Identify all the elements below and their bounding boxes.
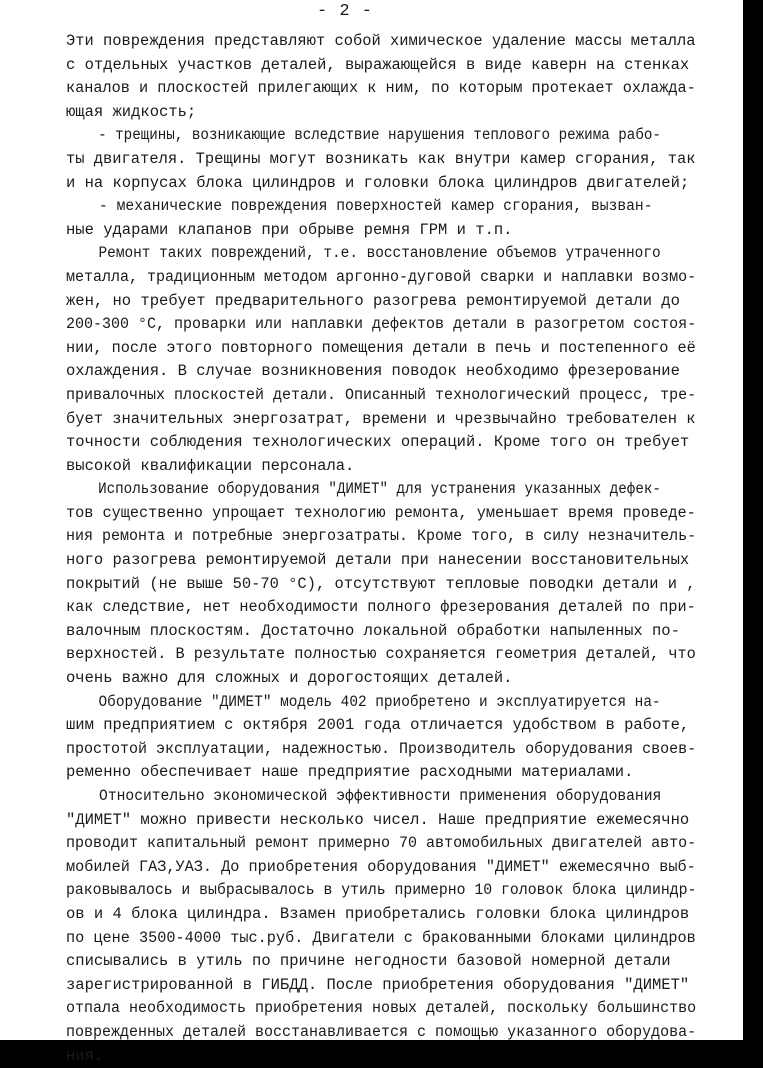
text-line: "ДИМЕТ" можно привести несколько чисел. Наше предприятие ежемесячно	[66, 810, 690, 829]
text-line: ющая жидкость;	[66, 102, 197, 121]
text-line: как следствие, нет необходимости полного фрезерования деталей по при-	[66, 598, 696, 617]
text-line: ные ударами клапанов при обрыве ремня ГРМ и т.п.	[66, 220, 513, 239]
text-line: охлаждения. В случае возникновения поводок необходимо фрезерование	[66, 362, 680, 381]
text-line: ты двигателя. Трещины могут возникать как внутри камер сгорания, так	[66, 149, 696, 168]
text-line: бует значительных энергозатрат, времени и чрезвычайно требователен к	[66, 409, 696, 428]
text-line: точности соблюдения технологических операций. Кроме того он требует	[66, 433, 690, 452]
text-line: металла, традиционным методом аргонно-дуговой сварки и наплавки возмо-	[66, 267, 697, 286]
text-line: - механические повреждения поверхностей камер сгорания, вызван-	[99, 197, 653, 216]
text-line: простотой эксплуатации, надежностью. Производитель оборудования своев-	[66, 739, 697, 758]
text-line: покрытий (не выше 50-70 °С), отсутствуют тепловые поводки детали и ,	[66, 574, 696, 593]
text-line: ного разогрева ремонтируемой детали при нанесении восстановительных	[66, 551, 690, 570]
text-line: Относительно экономической эффективности применения оборудования	[99, 787, 662, 805]
text-line: ременно обеспечивает наше предприятие расходными материалами.	[66, 763, 634, 782]
text-line: 200-300 °С, проварки или наплавки дефектов детали в разогретом состоя-	[66, 315, 697, 334]
page-number: - 2 -	[316, 2, 373, 21]
text-line: списывались в утиль по причине негодности базовой номерной детали	[66, 952, 671, 971]
text-line: раковывалось и выбрасывалось в утиль примерно 10 головок блока цилиндр-	[66, 881, 697, 900]
text-line: тов существенно упрощает технологию ремонта, уменьшает время проведе-	[66, 503, 696, 522]
text-line: ов и 4 блока цилиндра. Взамен приобретались головки блока цилиндров	[66, 904, 690, 923]
text-line: мобилей ГАЗ,УАЗ. До приобретения оборудования "ДИМЕТ" ежемесячно выб-	[66, 857, 696, 876]
text-line: ния ремонта и потребные энергозатраты. Кроме того, в силу незначитель-	[66, 527, 697, 546]
text-line: Ремонт таких повреждений, т.е. восстановление объемов утраченного	[98, 244, 661, 263]
text-line: проводит капитальный ремонт примерно 70 автомобильных двигателей авто-	[66, 834, 697, 853]
text-line: и на корпусах блока цилиндров и головки блока цилиндров двигателей;	[66, 173, 690, 192]
text-line: Эти повреждения представляют собой химическое удаление массы металла	[66, 32, 696, 50]
text-line: каналов и плоскостей прилегающих к ним, по которым протекает охлажда-	[66, 79, 696, 98]
text-line: Использование оборудования "ДИМЕТ" для устранения указанных дефек-	[98, 480, 661, 499]
text-line: валочным плоскостям. Достаточно локальной обработки напыленных по-	[66, 621, 680, 640]
text-line: - трещины, возникающие вследствие нарушения теплового режима рабо-	[98, 126, 661, 145]
text-line: по цене 3500-4000 тыс.руб. Двигатели с бракованными блоками цилиндров	[66, 928, 696, 947]
text-line: шим предприятием с октября 2001 года отличается удобством в работе,	[66, 716, 690, 735]
text-line: поврежденных деталей восстанавливается с помощью указанного оборудова-	[66, 1022, 697, 1041]
text-line: с отдельных участков деталей, выражающейся в виде каверн на стенках	[66, 55, 690, 74]
text-line: высокой квалификации персонала.	[66, 456, 355, 475]
body-text	[66, 30, 696, 1068]
text-line: отпала необходимость приобретения новых деталей, поскольку большинство	[66, 999, 697, 1018]
text-line: зарегистрированной в ГИБДД. После приобретения оборудования "ДИМЕТ"	[66, 975, 690, 994]
text-line: верхностей. В результате полностью сохраняется геометрия деталей, что	[66, 645, 696, 664]
text-line: привалочных плоскостей детали. Описанный технологический процесс, тре-	[66, 385, 697, 404]
text-line: Оборудование "ДИМЕТ" модель 402 приобретено и эксплуатируется на-	[98, 692, 661, 711]
text-line: нии, после этого повторного помещения детали в печь и постепенного её	[66, 338, 696, 357]
text-line: жен, но требует предварительного разогрева ремонтируемой детали до	[66, 291, 680, 310]
text-line: ния.	[66, 1046, 104, 1065]
text-line: очень важно для сложных и дорогостоящих деталей.	[66, 669, 513, 688]
